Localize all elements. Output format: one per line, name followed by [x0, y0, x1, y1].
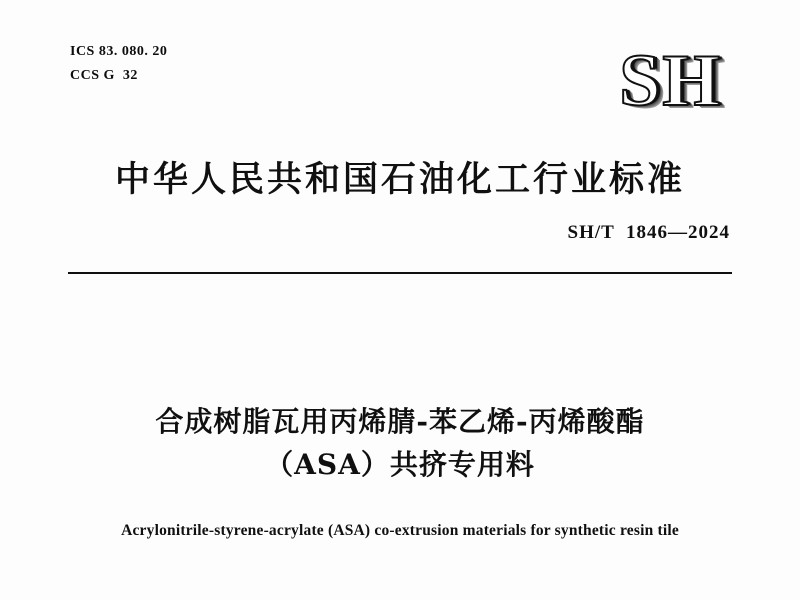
- document-subject-title: [60, 400, 740, 487]
- ics-code: ICS 83. 080. 20: [70, 44, 168, 59]
- horizontal-divider: [68, 272, 732, 274]
- sh-logo: SH: [619, 40, 722, 122]
- standard-number: SH/T 1846—2024: [567, 222, 730, 243]
- classification-codes: [70, 40, 167, 88]
- subject-title-line2: （ASA）共挤专用料: [265, 448, 535, 482]
- standard-title-cn: 中华人民共和国石油化工行业标准: [114, 159, 685, 200]
- subject-title-line1: 合成树脂瓦用丙烯腈-苯乙烯-丙烯酸酯: [155, 405, 645, 438]
- ccs-code: CCS G 32: [70, 67, 138, 83]
- document-subject-title-en: Acrylonitrile-styrene-acrylate (ASA) co-extrusion materials for synthetic resin tile: [121, 522, 679, 539]
